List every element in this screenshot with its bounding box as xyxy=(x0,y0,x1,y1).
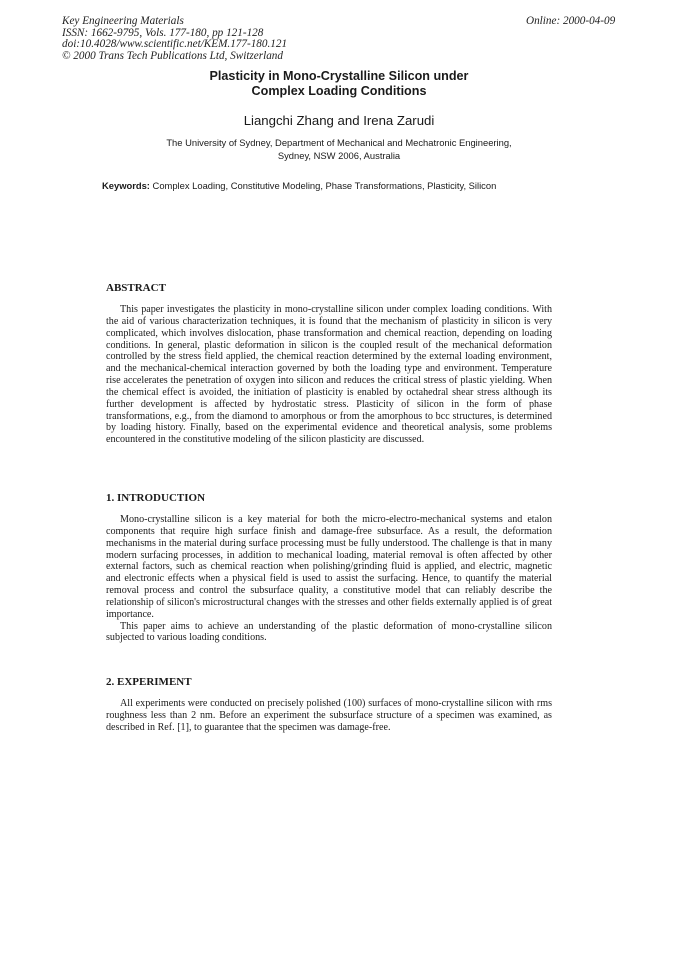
introduction-body xyxy=(106,514,552,644)
journal-info xyxy=(62,16,287,62)
abstract-body xyxy=(106,304,552,446)
paper-authors: Liangchi Zhang and Irena Zarudi xyxy=(243,113,435,128)
affiliation-line-1: The University of Sydney, Department of Mechanical and Mechatronic Engineering, xyxy=(166,137,512,148)
introduction-heading: 1. INTRODUCTION xyxy=(106,492,206,504)
keywords-label: Keywords: xyxy=(102,180,150,191)
online-date: Online: 2000-04-09 xyxy=(526,15,616,27)
abstract-paragraph: This paper investigates the plasticity in mono-crystalline silicon under complex loading conditions. With the aid of various characterization techniques, it is found that the mechanism of plasticity in silicon is very complicated, which involves dislocation, phase transformation and chemical reaction, depending on loading conditions. In general, plastic deformation in silicon is the coupled result of the mechanical deformation controlled by the stress field applied, the chemical reaction determined by the external loading environment, and the mechanical-chemical interaction governed by both the loading type and environment. Temperature rise accelerates the penetration of oxygen into silicon and reduces the critical stress of plastic yielding. When the chemical effect is avoided, the initiation of plasticity is enabled by octahedral shear stress although its further development is affected by hydrostatic stress. Plasticity of silicon in the form of phase transformations, e.g., from the diamond to amorphous or from the amorphous to bcc structures, is determined by loading history. Finally, based on the experimental evidence and theoretical analysis, some problems encountered in the constitutive modeling of the silicon plasticity are discussed. xyxy=(106,304,552,446)
keywords xyxy=(102,180,496,192)
keywords-text: Complex Loading, Constitutive Modeling, Phase Transformations, Plasticity, Silicon xyxy=(152,180,497,191)
paper-title xyxy=(0,69,678,99)
introduction-paragraph-2: This paper aims to achieve an understanding of the plastic deformation of mono-crystalline silicon subjected to various loading conditions. xyxy=(106,620,552,644)
affiliation-line-2: Sydney, NSW 2006, Australia xyxy=(277,149,401,161)
experiment-paragraph: All experiments were conducted on precisely polished (100) surfaces of mono-crystalline silicon with rms roughness less than 2 nm. Before an experiment the subsurface structure of a specimen was examined, as described in Ref. [1], to guarantee that the specimen was damage-free. xyxy=(106,698,552,733)
journal-name: Key Engineering Materials xyxy=(62,15,184,27)
journal-doi: doi:10.4028/www.scientific.net/KEM.177-180.121 xyxy=(62,38,288,51)
journal-copyright: © 2000 Trans Tech Publications Ltd, Switzerland xyxy=(62,49,283,62)
experiment-heading: 2. EXPERIMENT xyxy=(106,676,192,688)
paper-title-line-2: Complex Loading Conditions xyxy=(251,84,427,98)
journal-issn: ISSN: 1662-9795, Vols. 177-180, pp 121-128 xyxy=(62,26,264,39)
abstract-heading: ABSTRACT xyxy=(106,282,166,294)
introduction-paragraph-1: Mono-crystalline silicon is a key material for both the micro-electro-mechanical systems and etalon components that require high surface finish and damage-free subsurface. As a result, the deformation mechanisms in the material during surface processing must be fully understood. The challenge is that in many modern surfacing processes, in addition to mechanical loading, material removal is often affected by other external factors, such as chemical reaction when polishing/grinding fluid is applied, and electric, magnetic and electronic effects when a physical field is used to assist the surfacing. Hence, to quantify the material removal process and control the subsurface quality, a constitutive model that can reliably describe the relationship of silicon's microstructural changes with the stresses and other fields externally applied is of great importance. xyxy=(106,514,552,620)
experiment-body xyxy=(106,698,552,734)
paper-title-line-1: Plasticity in Mono-Crystalline Silicon under xyxy=(209,69,469,83)
author-affiliation xyxy=(0,137,678,162)
